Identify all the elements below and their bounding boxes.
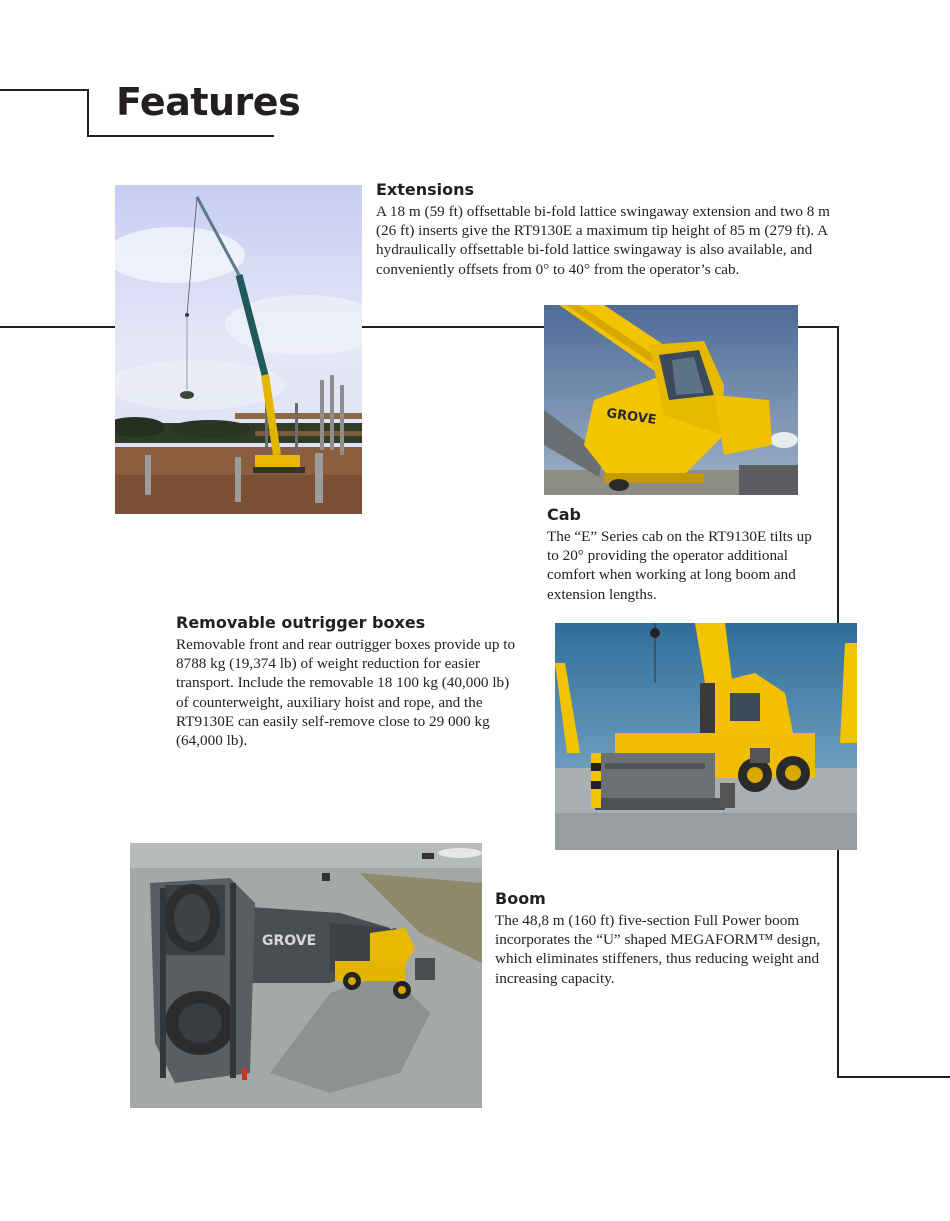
cab-body: The “E” Series cab on the RT9130E tilts up to 20° providing the operator additional comfort when working at long boom and extension lengths. (547, 528, 812, 603)
cab-heading: Cab (547, 505, 581, 524)
frame-line-middle-left (0, 326, 116, 328)
outriggers-section (176, 613, 521, 750)
cab-section (547, 505, 817, 604)
frame-line-top-left (0, 89, 89, 91)
extension-crane-photo (115, 185, 362, 514)
frame-line-right-vertical-2 (837, 849, 839, 1078)
page-title: Features (116, 80, 301, 124)
outriggers-body: Removable front and rear outrigger boxes provide up to 8788 kg (19,374 lb) of weight reduction for easier transport. Include the removable 18 100 kg (40,000 lb) of counterweight, auxiliary hoist and rope, and the RT9130E can easily self-remove close to 29 000 kg (64,000 lb). (176, 636, 516, 750)
outriggers-heading: Removable outrigger boxes (176, 613, 426, 632)
boom-heading: Boom (495, 889, 546, 908)
title-underline (87, 135, 274, 137)
frame-line-middle-right (797, 326, 839, 328)
cab-photo (544, 305, 798, 495)
outrigger-boxes-photo (555, 623, 857, 850)
extensions-heading: Extensions (376, 180, 475, 199)
boom-section (495, 889, 835, 988)
frame-line-right-vertical-1 (837, 326, 839, 624)
frame-line-middle (362, 326, 545, 328)
cab-photo-lettering: GROVE (605, 406, 658, 428)
boom-body: The 48,8 m (160 ft) five-section Full Power boom incorporates the “U” shaped MEGAFORM™ design, which eliminates stiffeners, thus reducing weight and increasing capacity. (495, 912, 821, 987)
boom-photo (130, 843, 482, 1108)
frame-line-top-left-vertical (87, 89, 89, 137)
extensions-body: A 18 m (59 ft) offsettable bi-fold lattice swingaway extension and two 8 m (26 ft) inserts give the RT9130E a maximum tip height of 85 m (279 ft). A hydraulically offsettable bi-fold lattice swingaway is also available, and conveniently offsets from 0° to 40° from the operator’s cab. (376, 203, 830, 278)
boom-photo-lettering: GROVE (262, 933, 317, 949)
extensions-section (376, 180, 846, 279)
frame-line-bottom-right (837, 1076, 950, 1078)
